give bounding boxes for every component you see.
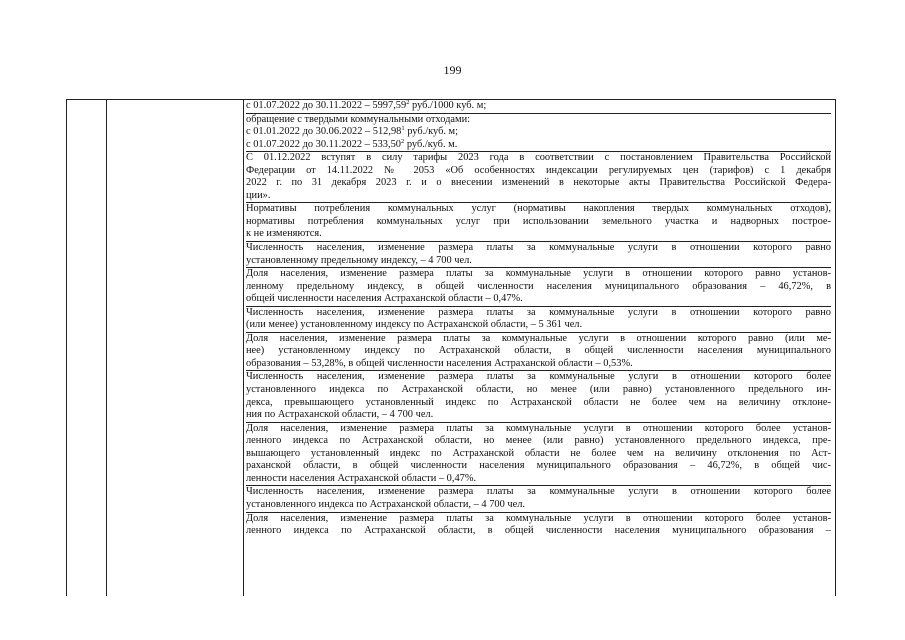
text-line-main: раханской области, в общей численности населения муниципального образования – 46,72%, в общей чис- bbox=[246, 460, 831, 472]
text-line-main: Доля населения, изменение размера платы за коммунальные услуги в отношении которого равно (или ме- bbox=[246, 332, 831, 344]
text-line-main: ленности населения Астраханской области – 0,47%. bbox=[246, 472, 477, 484]
text-line bbox=[246, 345, 831, 358]
text-line bbox=[246, 203, 831, 216]
text-line bbox=[246, 293, 831, 306]
footnote-marker: 2 bbox=[400, 137, 405, 145]
text-line-main: нормативы потребления коммунальных услуг при использовании земельного участка и надворных построе- bbox=[246, 215, 831, 227]
text-line-main: установленному предельному индексу, – 4 700 чел. bbox=[246, 254, 472, 266]
text-line bbox=[246, 499, 831, 512]
text-line bbox=[246, 281, 831, 294]
text-line bbox=[246, 423, 831, 436]
text-line-main: ленного индекса по Астраханской области, в общей численности населения муниципального образования – bbox=[246, 525, 831, 537]
text-line bbox=[246, 100, 831, 113]
text-line bbox=[246, 525, 831, 538]
footnote-marker: 2 bbox=[406, 100, 410, 106]
text-line bbox=[246, 486, 831, 499]
text-line bbox=[246, 242, 831, 255]
text-line bbox=[246, 307, 831, 320]
text-line bbox=[246, 152, 831, 165]
text-line bbox=[246, 139, 831, 152]
text-line bbox=[246, 397, 831, 410]
text-line bbox=[246, 319, 831, 332]
text-line-main: установленного индекса по Астраханской области, но менее (или равно) установленного предельного ин- bbox=[246, 384, 831, 396]
text-line bbox=[246, 114, 831, 127]
text-line-main: Федерации от 14.11.2022 № 2053 «Об особенностях индексации регулируемых цен (тарифов) с 1 декабря bbox=[246, 164, 831, 176]
column-divider-1 bbox=[106, 100, 107, 596]
text-line-main: Доля населения, изменение размера платы за коммунальные услуги в отношении которого более установ- bbox=[246, 422, 831, 434]
text-line bbox=[246, 126, 831, 139]
column-divider-2 bbox=[243, 100, 244, 596]
text-line-main: общей численности населения Астраханской области – 0,47%. bbox=[246, 293, 523, 305]
text-line-main: Численность населения, изменение размера платы за коммунальные услуги в отношении которого более bbox=[246, 486, 831, 498]
text-line bbox=[246, 255, 831, 268]
footnote-marker: 1 bbox=[401, 125, 405, 133]
text-line bbox=[246, 177, 831, 190]
page-number: 199 bbox=[443, 63, 462, 77]
text-line-tail: руб./куб. м; bbox=[404, 126, 459, 138]
text-line-main: образования – 53,28%, в общей численности населения Астраханской области – 0,53%. bbox=[246, 357, 633, 369]
text-line-main: вышающего установленный индекс по Астраханской области не более чем на величину отклонения по Аст- bbox=[246, 447, 831, 459]
text-line-main: Численность населения, изменение размера платы за коммунальные услуги в отношении которого равно bbox=[246, 242, 831, 254]
text-line-main: С 01.12.2022 вступят в силу тарифы 2023 года в соответствии с постановлением Правительства Российской bbox=[246, 152, 831, 164]
text-line-main: ции». bbox=[246, 189, 271, 201]
text-line-main: ния по Астраханской области, – 4 700 чел. bbox=[246, 409, 434, 421]
text-line bbox=[246, 371, 831, 384]
text-line bbox=[246, 513, 831, 526]
text-line-main: обращение с твердыми коммунальными отходами: bbox=[246, 113, 471, 125]
text-line bbox=[246, 473, 831, 486]
text-line-main: (или менее) установленному индексу по Астраханской области, – 5 361 чел. bbox=[246, 319, 583, 331]
text-line bbox=[246, 268, 831, 281]
text-line-main: Доля населения, изменение размера платы за коммунальные услуги в отношении которого равно установ- bbox=[246, 268, 831, 280]
text-line-main: ленного индекса по Астраханской области, но менее (или равно) установленного предельного индекса, пре- bbox=[246, 435, 831, 447]
text-line bbox=[246, 409, 831, 422]
table-content-cell bbox=[246, 100, 831, 596]
text-line-main: установленного индекса по Астраханской области, – 4 700 чел. bbox=[246, 498, 525, 510]
text-line-main: с 01.07.2022 до 30.11.2022 – 5997,59 bbox=[246, 100, 407, 111]
text-line bbox=[246, 333, 831, 346]
text-line-main: 2022 г. по 31 декабря 2023 г. и о внесении изменений в некоторые акты Правительства Российской Федера- bbox=[246, 177, 831, 189]
text-line-main: Нормативы потребления коммунальных услуг (нормативы накопления твердых коммунальных отходов), bbox=[246, 203, 831, 215]
text-line-main: Доля населения, изменение размера платы за коммунальные услуги в отношении которого более установ- bbox=[246, 512, 831, 524]
text-line bbox=[246, 460, 831, 473]
text-line-main: с 01.07.2022 до 30.11.2022 – 533,50 bbox=[246, 138, 401, 150]
text-line bbox=[246, 165, 831, 178]
text-line bbox=[246, 228, 831, 241]
text-line bbox=[246, 384, 831, 397]
text-line-tail: руб./1000 куб. м; bbox=[409, 100, 487, 111]
document-table bbox=[66, 99, 836, 596]
text-line bbox=[246, 435, 831, 448]
text-line bbox=[246, 448, 831, 461]
text-line-tail: руб./куб. м. bbox=[404, 138, 458, 150]
text-line-main: к не изменяются. bbox=[246, 228, 322, 240]
text-line bbox=[246, 358, 831, 371]
text-line bbox=[246, 216, 831, 229]
text-line-main: с 01.01.2022 до 30.06.2022 – 512,98 bbox=[246, 126, 402, 138]
text-line-main: нее) установленному индексу по Астраханской области, в общей численности населения муниципального bbox=[246, 345, 831, 357]
text-line-main: ленному предельному индексу, в общей численности населения муниципального образования – 46,72%, в bbox=[246, 280, 831, 292]
text-line-main: декса, превышающего установленный индекс по Астраханской области не более чем на величину отклоне- bbox=[246, 396, 831, 408]
text-line-main: Численность населения, изменение размера платы за коммунальные услуги в отношении которого равно bbox=[246, 306, 831, 318]
text-line-main: Численность населения, изменение размера платы за коммунальные услуги в отношении которого более bbox=[246, 371, 831, 383]
text-line bbox=[246, 190, 831, 203]
